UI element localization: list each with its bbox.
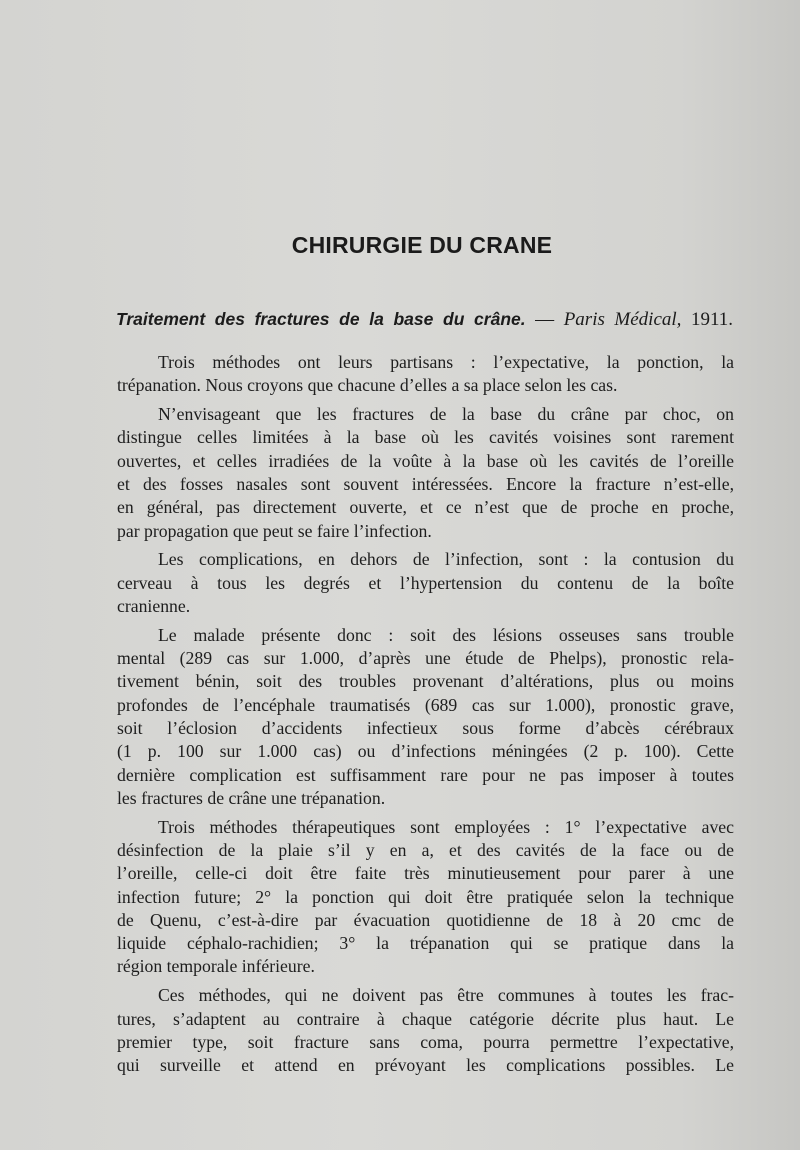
paragraph [117,816,734,979]
text-line: qui surveille et attend en prévoyant les complications possibles. Le [117,1055,734,1076]
text-line: (1 p. 100 sur 1.000 cas) ou d’infections méningées (2 p. 100). Cette [117,741,734,762]
text-line: dernière complication est suffisamment rare pour ne pas imposer à toutes [117,764,734,785]
text-line: cranienne. [117,595,191,616]
text-line: Trois méthodes ont leurs partisans : l’expectative, la ponction, la [158,352,734,372]
text-line: et des fosses nasales sont souvent intéressées. Encore la fracture n’est-elle, [117,473,734,494]
paragraph [117,548,734,618]
body-text [117,351,734,1083]
text-line: Trois méthodes thérapeutiques sont employées : 1° l’expectative avec [158,816,734,837]
reference-dash: — [535,309,555,330]
text-line: Les complications, en dehors de l’infection, sont : la contusion du [158,549,734,570]
text-line: en général, pas directement ouverte, et ce n’est que de proche en proche, [117,497,734,518]
text-line: tivement bénin, soit des troubles provenant d’altérations, plus ou moins [117,671,734,692]
text-line: Ces méthodes, qui ne doivent pas être communes à toutes les frac- [158,985,734,1006]
text-line: de Quenu, c’est-à-dire par évacuation quotidienne de 18 à 20 cmc de [117,909,734,930]
text-line: par propagation que peut se faire l’infection. [117,520,432,541]
paragraph [117,351,734,398]
paragraph [117,624,734,810]
journal-year: 1911. [690,309,734,330]
journal-name: Paris Médical, [563,309,682,330]
text-line: mental (289 cas sur 1.000, d’après une étude de Phelps), pronostic rela- [117,648,734,669]
paragraph [117,403,734,543]
text-line: distingue celles limitées à la base où les cavités voisines sont rarement [117,427,734,448]
text-line: infection future; 2° la ponction qui doit être pratiquée selon la technique [117,886,734,907]
text-line: profondes de l’encéphale traumatisés (689 cas sur 1.000), pronostic grave, [117,694,734,715]
text-line: ouvertes, et celles irradiées de la voûte à la base où les cavités de l’oreille [117,450,734,471]
paragraph [117,984,734,1077]
text-line: N’envisageant que les fractures de la base du crâne par choc, on [158,404,734,425]
text-line: trépanation. Nous croyons que chacune d’elles a sa place selon les cas. [117,375,618,396]
text-line: cerveau à tous les degrés et l’hypertension du contenu de la boîte [117,572,734,593]
text-line: tures, s’adaptent au contraire à chaque catégorie décrite plus haut. Le [117,1008,734,1029]
chapter-title: CHIRURGIE DU CRANE [291,232,553,258]
article-title: Traitement des fractures de la base du crâne. [116,309,526,329]
text-line: région temporale inférieure. [117,956,315,977]
text-line: liquide céphalo-rachidien; 3° la trépanation qui se pratique dans la [117,933,734,954]
text-line: désinfection de la plaie s’il y en a, et des cavités de la face ou de [117,839,734,860]
text-line: l’oreille, celle-ci doit être faite très minutieusement pour parer à une [117,863,734,884]
text-line: soit l’éclosion d’accidents infectieux sous forme d’abcès cérébraux [117,717,734,738]
text-line: les fractures de crâne une trépanation. [117,787,386,808]
text-line: premier type, soit fracture sans coma, pourra permettre l’expectative, [117,1031,734,1052]
text-line: Le malade présente donc : soit des lésions osseuses sans trouble [158,624,734,645]
article-reference [116,309,733,331]
